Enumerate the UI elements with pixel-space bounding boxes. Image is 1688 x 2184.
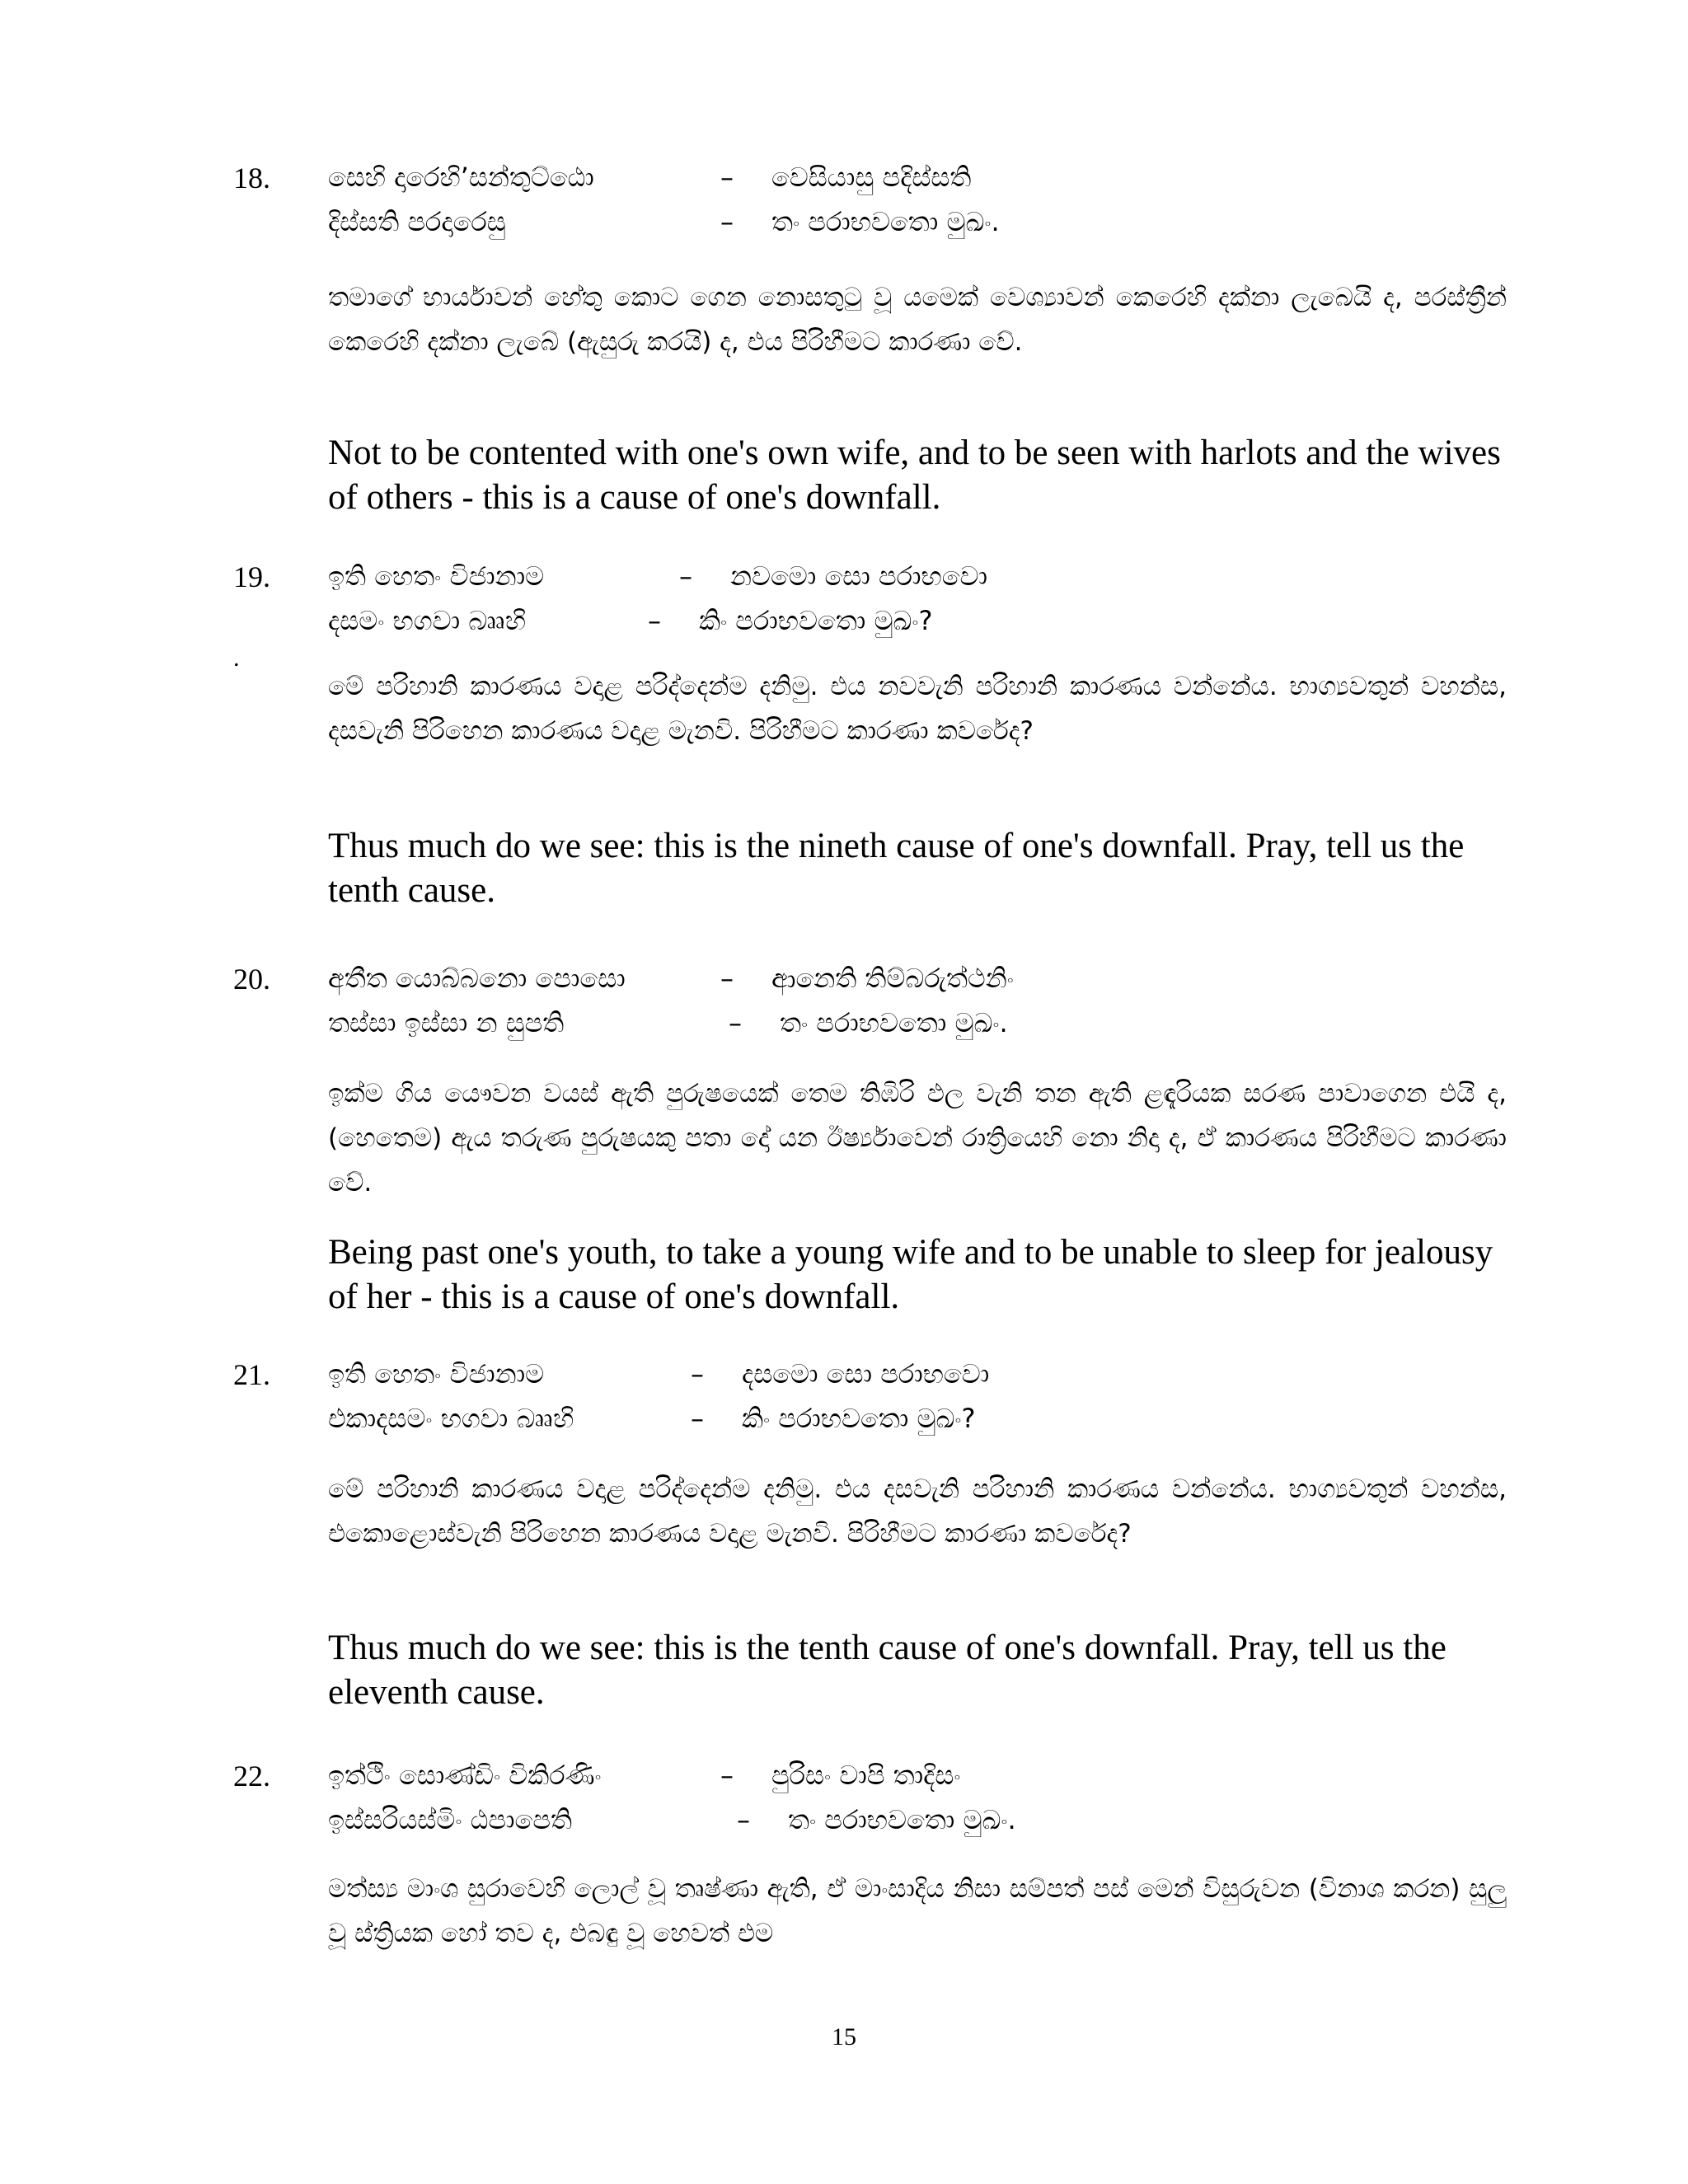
pali-stanza: [328, 1753, 1523, 1842]
pali-stanza: [328, 1352, 1523, 1441]
pali-second-half: වෙසියාසු පදිස්සති: [771, 162, 972, 193]
pali-first-half: අතීත යොබ්බනො පොසො: [328, 963, 626, 994]
pali-second-half: තං පරාභවතො මුඛං.: [780, 1007, 1008, 1038]
pali-first-half: සෙහි දාරෙහි’සන්තුට්ඨො: [328, 162, 594, 193]
pali-first-half: ඉති හෙතං විජානාම: [328, 560, 545, 592]
pali-stanza: [328, 554, 1523, 643]
verse-number: 22.: [233, 1760, 270, 1793]
pali-dash: –: [648, 605, 661, 636]
english-translation: Thus much do we see: this is the nineth cause of one's downfall. Pray, tell us the tenth cause.: [328, 827, 1465, 910]
pali-second-half: නවමො සො පරාභවො: [730, 560, 988, 592]
pali-line: [328, 1001, 1523, 1045]
verse-number: 18.: [233, 162, 270, 194]
pali-second-half: ආනෙති තිම්බරුත්ථනිං: [771, 963, 1014, 994]
pali-line: [328, 155, 1523, 199]
pali-second-half: කිං පරාභවතො මුඛං?: [742, 1403, 976, 1434]
sinhala-translation: මේ පරිහානි කාරණය වදාළ පරිද්දෙන්ම දනිමු. එය දසවැනි පරිහානි කාරණය වන්නේය. භාග්‍යවතුන් වහන්ස, එකොළොස්වැනි පිරිහෙන කාරණය වදාළ මැනවි. පිරිහීමට කාරණා කවරේද?: [328, 1474, 1507, 1549]
pali-second-half: දසමො සො පරාභවො: [742, 1358, 990, 1390]
verse-number: 19.: [233, 560, 270, 593]
pali-line: [328, 1753, 1523, 1797]
pali-dash: –: [729, 1007, 742, 1038]
pali-dash: –: [679, 560, 692, 592]
pali-line: [328, 554, 1523, 598]
pali-dash: –: [720, 162, 734, 193]
pali-dash: –: [720, 1760, 734, 1791]
english-translation: Thus much do we see: this is the tenth cause of one's downfall. Pray, tell us the eleventh cause.: [328, 1629, 1447, 1712]
pali-first-half: ඉස්සරියස්මිං ඨපාපෙති: [328, 1804, 572, 1835]
pali-second-half: තං පරාභවතො මුඛං.: [788, 1804, 1016, 1835]
pali-second-half: තං පරාභවතො මුඛං.: [771, 206, 1000, 237]
pali-first-half: තස්සා ඉස්සා න සුපති: [328, 1007, 565, 1038]
pali-line: [328, 1797, 1523, 1842]
pali-second-half: පුරිසං වාපි තාදිසං: [771, 1760, 961, 1791]
english-translation: Being past one's youth, to take a young wife and to be unable to sleep for jealousy of her - this is a cause of one's downfall.: [328, 1233, 1493, 1316]
pali-line: [328, 956, 1523, 1001]
pali-dash: –: [691, 1358, 704, 1390]
pali-first-half: දසමං භගවා බෲහි: [328, 605, 527, 636]
pali-stanza: [328, 155, 1523, 244]
pali-line: [328, 1352, 1523, 1396]
pali-first-half: එකාදසමං භගවා බෲහි: [328, 1403, 574, 1434]
pali-first-half: ඉති හෙතං විජානාම: [328, 1358, 545, 1390]
pali-line: [328, 598, 1523, 643]
sinhala-translation: තමාගේ භාර්යාවන් හේතු කොට ගෙන නොසතුටු වූ යමෙක් වෙශ්‍යාවන් කෙරෙහි දක්නා ලැබෙයි ද, පරස්ත්‍රීන් කෙරෙහි දක්නා ලැබේ (ඇසුරු කරයි) ද, එය පිරිහීමට කාරණා වේ.: [328, 283, 1507, 357]
pali-dash: –: [737, 1804, 750, 1835]
page-number: 15: [832, 2023, 856, 2050]
pali-line: [328, 199, 1523, 244]
verse-number: 21.: [233, 1358, 270, 1391]
english-translation: Not to be contented with one's own wife, and to be seen with harlots and the wives of others - this is a cause of one's downfall.: [328, 434, 1501, 517]
sinhala-translation: මත්ස්‍ය මාංශ සුරාවෙහි ලොල් වූ තෘෂ්ණා ඇති, ඒ මාංසාදිය නිසා සම්පත් පස් මෙන් විසුරුවන (විනාශ කරන) සුලු වූ ස්ත්‍රියක හෝ තව ද, එබඳු වූ හෙවත් එම: [328, 1874, 1507, 1948]
pali-second-half: කිං පරාභවතො මුඛං?: [699, 605, 933, 636]
verse-number: 20.: [233, 963, 270, 996]
pali-dash: –: [691, 1403, 704, 1434]
stray-mark: .: [233, 644, 240, 672]
pali-first-half: දිස්සති පරදාරෙසු: [328, 206, 506, 237]
pali-line: [328, 1396, 1523, 1441]
pali-first-half: ඉත්ථිං සොණ්ඩිං විකිරණිං: [328, 1760, 602, 1791]
pali-dash: –: [720, 963, 734, 994]
pali-dash: –: [720, 206, 734, 237]
pali-stanza: [328, 956, 1523, 1045]
sinhala-translation: ඉක්ම ගිය යෞවන වයස් ඇති පුරුෂයෙක් තෙම තිඹිරි ඵල වැනි තන ඇති ළඳැරියක සරණ පාවාගෙන එයි ද, (හෙතෙම) ඇය තරුණ පුරුෂයකු පතා දෝ යන ඊර්ෂ්‍යාවෙන් රාත්‍රියෙහි නො නිදා ද, ඒ කාරණය පිරිහීමට කාරණා වේ.: [328, 1079, 1507, 1197]
sinhala-translation: මේ පරිහානි කාරණය වදාළ පරිද්දෙන්ම දනිමු. එය නවවැනි පරිහානි කාරණය වන්නේය. භාග්‍යවතුන් වහන්ස, දසවැනි පිරිහෙන කාරණය වදාළ මැනවි. පිරිහීමට කාරණා කවරේද?: [328, 672, 1507, 746]
